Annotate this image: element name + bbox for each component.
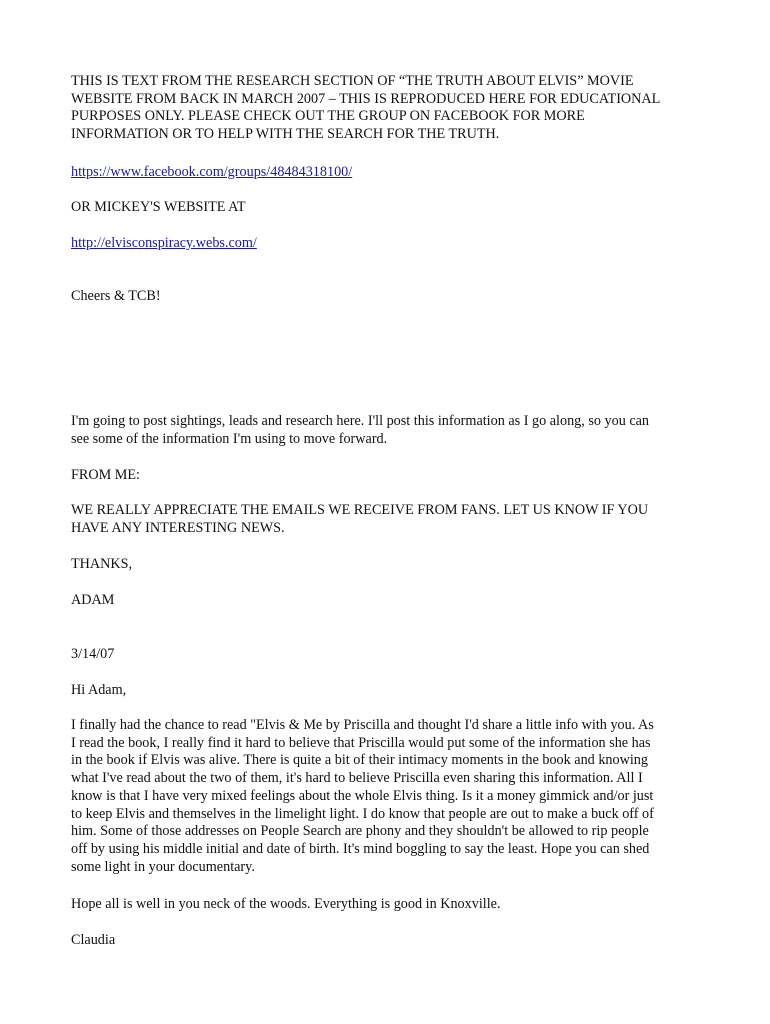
cheers-line: Cheers & TCB! xyxy=(71,288,161,304)
facebook-group-link[interactable]: https://www.facebook.com/groups/48484318100/ xyxy=(71,164,353,180)
appreciate-paragraph: WE REALLY APPRECIATE THE EMAILS WE RECEIVE FROM FANS. LET US KNOW IF YOU HAVE ANY INTERESTING NEWS. xyxy=(71,502,649,536)
intro-paragraph: THIS IS TEXT FROM THE RESEARCH SECTION OF “THE TRUTH ABOUT ELVIS” MOVIE WEBSITE FROM BACK IN MARCH 2007 – THIS IS REPRODUCED HERE FOR EDUCATIONAL PURPOSES ONLY. PLEASE CHECK OUT THE GROUP ON FACEBOOK FOR MORE INFORMATION OR TO HELP WITH THE SEARCH FOR THE TRUTH. xyxy=(71,73,661,143)
post-intro-paragraph: I'm going to post sightings, leads and research here. I'll post this information as I go along, so you can see some of the information I'm using to move forward. xyxy=(71,413,650,447)
letter-closing: Hope all is well in you neck of the woods. Everything is good in Knoxville. xyxy=(71,896,501,912)
mickey-website-link[interactable]: http://elvisconspiracy.webs.com/ xyxy=(71,235,257,251)
adam-signature: ADAM xyxy=(71,592,115,608)
letter-date: 3/14/07 xyxy=(71,646,115,662)
letter-greeting: Hi Adam, xyxy=(71,682,127,698)
mickey-website-line: OR MICKEY'S WEBSITE AT xyxy=(71,199,246,215)
claudia-signature: Claudia xyxy=(71,932,116,948)
letter-body: I finally had the chance to read "Elvis & Me by Priscilla and thought I'd share a little info with you. As I read the book, I really find it hard to believe that Priscilla would put some of the information she has in the book if Elvis was alive. There is quite a bit of their intimacy moments in the book and knowing what I've read about the two of them, it's hard to believe Priscilla even sharing this information. All I know is that I have very mixed feelings about the whole Elvis thing. Is it a money gimmick and/or just to keep Elvis and themselves in the limelight light. I do know that people are out to make a buck off of him. Some of those addresses on People Search are phony and they shouldn't be allowed to rip people off by using his middle initial and date of birth. It's mind boggling to say the least. Hope you can shed some light in your documentary. xyxy=(71,717,654,875)
thanks-line: THANKS, xyxy=(71,556,133,572)
from-me-heading: FROM ME: xyxy=(71,467,140,483)
